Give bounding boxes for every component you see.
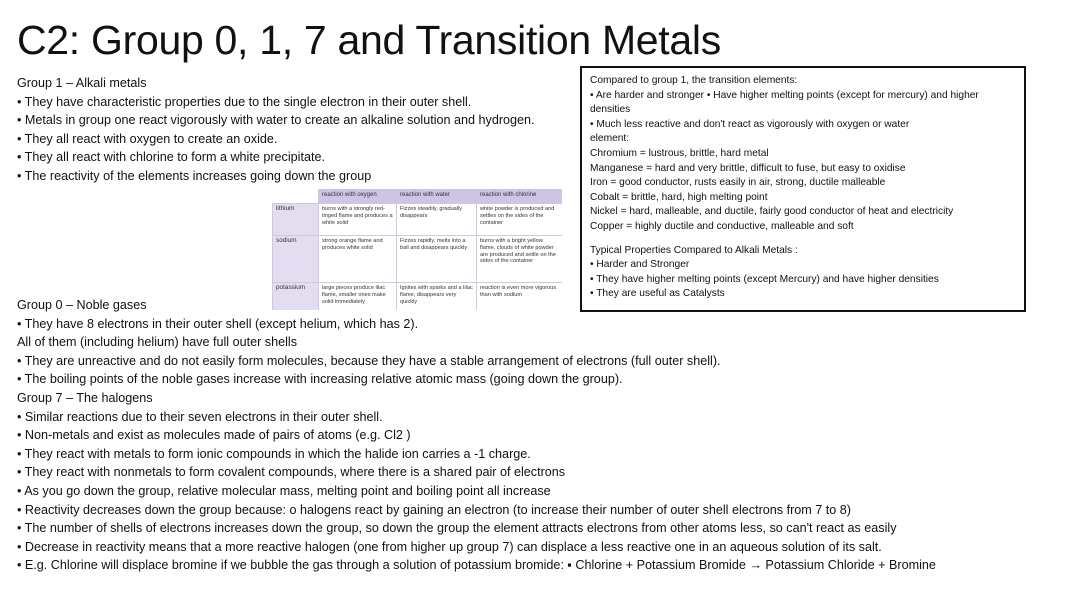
- row-label-potassium: potassium: [273, 283, 319, 311]
- table-header-corner: [273, 190, 319, 204]
- table-cell: Fizzes rapidly, melts into a ball and disappears quickly: [397, 236, 477, 283]
- group1-bullet: • The reactivity of the elements increases going down the group: [17, 168, 372, 183]
- group1-section: [17, 74, 535, 186]
- group7-bullet: • Similar reactions due to their seven electrons in their outer shell.: [17, 409, 383, 424]
- table-row: [273, 204, 563, 236]
- reaction-table-image: [272, 189, 562, 310]
- group0-bullet: • They are unreactive and do not easily form molecules, because they have a stable arrangement of electrons (full outer shell).: [17, 353, 721, 368]
- transition-intro: Compared to group 1, the transition elements:: [590, 75, 798, 86]
- element-property: Nickel = hard, malleable, and ductile, fairly good conductor of heat and electricity: [590, 206, 954, 218]
- element-property: Chromium = lustrous, brittle, hard metal: [590, 147, 769, 159]
- group7-bullet: • Decrease in reactivity means that a more reactive halogen (one from higher up group 7) can displace a less reactive one in an aqueous solution of its salt.: [17, 539, 882, 554]
- group1-bullet: • They have characteristic properties due to the single electron in their outer shell.: [17, 94, 472, 109]
- spacer: [590, 235, 1016, 244]
- transition-subheading: element:: [590, 133, 630, 145]
- group0-bullet: • The boiling points of the noble gases increase with increasing relative atomic mass (going down the group).: [17, 372, 623, 387]
- transition-bullet: • Much less reactive and don't react as vigorously with oxygen or water: [590, 118, 910, 130]
- slide-title: C2: Group 0, 1, 7 and Transition Metals: [17, 17, 721, 63]
- table-cell: Ignites with sparks and a lilac flame, disappears very quickly: [397, 283, 477, 311]
- group7-bullet: • They react with metals to form ionic compounds in which the halide ion carries a -1 charge.: [17, 446, 531, 461]
- group7-bullet: • Reactivity decreases down the group because: o halogens react by gaining an electron (to increase their number of outer shell electrons from 7 to 8): [17, 502, 851, 517]
- table-cell: burns with a bright yellow flame, clouds of white powder are produced and settle on the sides of the container: [477, 236, 563, 283]
- group7-heading: Group 7 – The halogens: [17, 390, 153, 405]
- table-cell: white powder is produced and settles on the sides of the container: [477, 204, 563, 236]
- element-property: Cobalt = brittle, hard, high melting point: [590, 191, 768, 203]
- group7-bullet: • E.g. Chlorine will displace bromine if we bubble the gas through a solution of potassium bromide: ▪ Chlorine + Potassium Bromide → Potassium Chloride + Bromine: [17, 558, 936, 573]
- element-property: Copper = highly ductile and conductive, malleable and soft: [590, 220, 854, 232]
- row-label-sodium: sodium: [273, 236, 319, 283]
- group7-bullet: • They react with nonmetals to form covalent compounds, where there is a shared pair of electrons: [17, 465, 566, 480]
- typical-property: • Harder and Stronger: [590, 259, 690, 271]
- table-cell: reaction is even more vigorous than with sodium: [477, 283, 563, 311]
- group0-line: All of them (including helium) have full outer shells: [17, 335, 297, 350]
- group1-bullet: • They all react with chlorine to form a white precipitate.: [17, 150, 325, 165]
- group0-group7-section: [17, 296, 936, 575]
- table-header-chlorine: reaction with chlorine: [477, 190, 563, 204]
- group7-bullet: • The number of shells of electrons increases down the group, so down the group the element attracts electrons from other atoms less, so can't react as easily: [17, 521, 897, 536]
- table-cell: large pieces produce lilac flame, smaller ones make solid immediately: [319, 283, 397, 311]
- transition-metals-box: [580, 66, 1026, 312]
- element-property: Manganese = hard and very brittle, difficult to fuse, but easy to oxidise: [590, 162, 906, 174]
- group0-bullet: • They have 8 electrons in their outer shell (except helium, which has 2).: [17, 316, 419, 331]
- row-label-lithium: lithium: [273, 204, 319, 236]
- table-header-water: reaction with water: [397, 190, 477, 204]
- typical-property: • They are useful as Catalysts: [590, 288, 725, 300]
- group1-bullet: • Metals in group one react vigorously with water to create an alkaline solution and hydrogen.: [17, 113, 535, 128]
- element-property: Iron = good conductor, rusts easily in air, strong, ductile malleable: [590, 177, 886, 189]
- group7-bullet: • Non-metals and exist as molecules made of pairs of atoms (e.g. Cl2 ): [17, 428, 411, 443]
- group1-bullet: • They all react with oxygen to create an oxide.: [17, 131, 278, 146]
- transition-bullet: • Are harder and stronger • Have higher melting points (except for mercury) and higher densities: [590, 89, 979, 116]
- table-header-row: [273, 190, 563, 204]
- table-cell: burns with a strongly red-tinged flame and produces a white solid: [319, 204, 397, 236]
- typical-property: • They have higher melting points (except Mercury) and have higher densities: [590, 273, 939, 285]
- table-row: [273, 236, 563, 283]
- group0-heading: Group 0 – Noble gases: [17, 298, 147, 312]
- table-cell: Fizzes steadily, gradually disappears: [397, 204, 477, 236]
- group1-heading: Group 1 – Alkali metals: [17, 76, 147, 90]
- table-cell: strong orange flame and produces white solid: [319, 236, 397, 283]
- reaction-table: [272, 189, 562, 310]
- group7-bullet: • As you go down the group, relative molecular mass, melting point and boiling point all increase: [17, 483, 551, 498]
- typical-properties-heading: Typical Properties Compared to Alkali Metals :: [590, 244, 798, 256]
- table-header-oxygen: reaction with oxygen: [319, 190, 397, 204]
